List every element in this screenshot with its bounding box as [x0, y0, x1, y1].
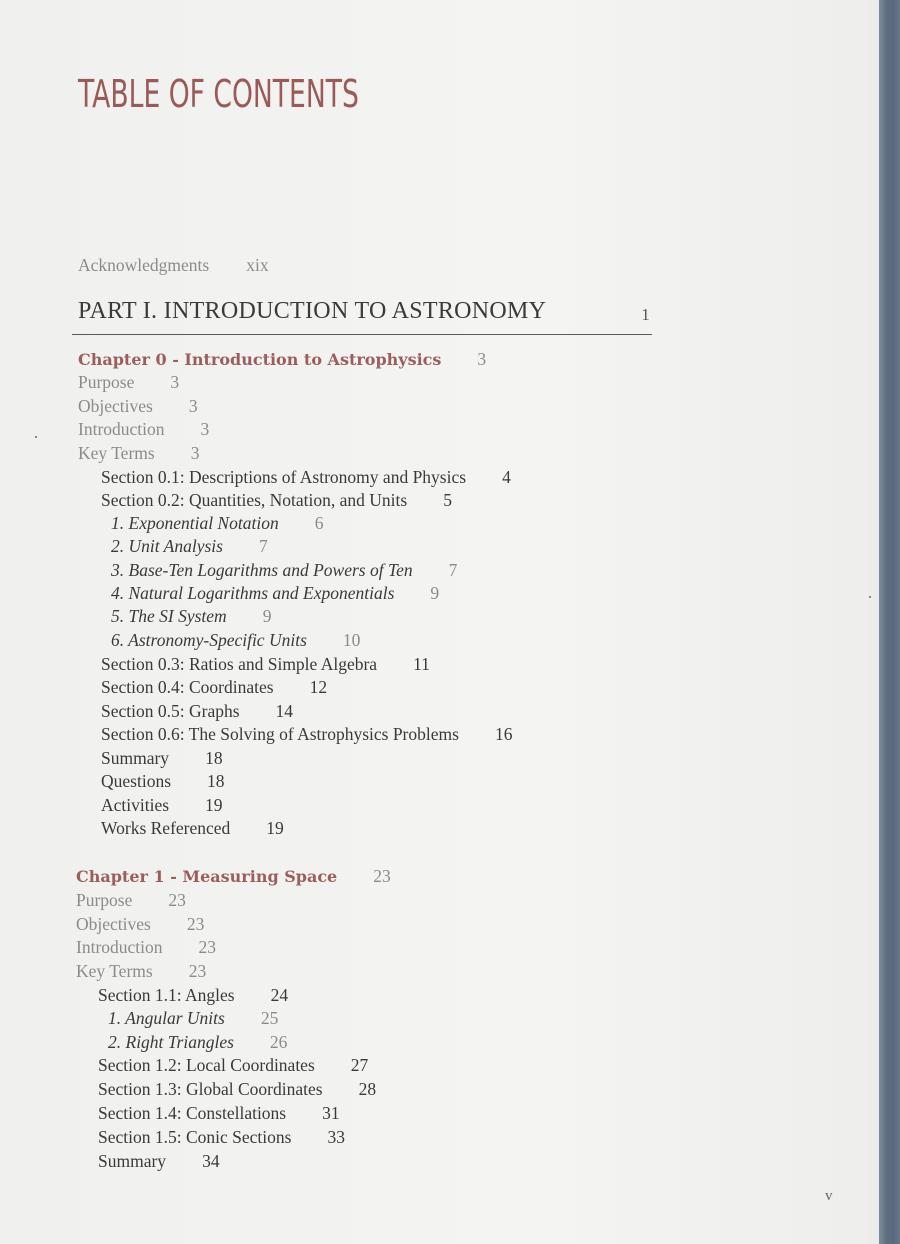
toc-section[interactable]: [101, 770, 225, 792]
toc-subsection[interactable]: [111, 535, 268, 557]
toc-entry[interactable]: [78, 371, 179, 393]
entry-page: 33: [327, 1127, 345, 1147]
entry-label: Summary: [98, 1151, 167, 1171]
entry-page: 14: [275, 701, 294, 721]
entry-page: 23: [188, 961, 207, 981]
toc-chapter-heading[interactable]: [76, 865, 391, 888]
entry-page: 19: [266, 818, 284, 838]
toc-subsection[interactable]: [108, 1007, 278, 1029]
entry-page: xix: [246, 255, 269, 275]
entry-label: Introduction: [78, 419, 165, 439]
entry-page: 23: [373, 866, 391, 886]
toc-entry[interactable]: [78, 395, 198, 417]
toc-subsection[interactable]: [111, 512, 323, 534]
part-heading[interactable]: [78, 296, 650, 330]
entry-page: 18: [207, 771, 225, 791]
entry-label: Section 0.4: Coordinates: [101, 677, 274, 697]
entry-label: 1. Angular Units: [108, 1008, 225, 1028]
entry-label: Section 0.5: Graphs: [101, 701, 240, 721]
toc-entry[interactable]: [76, 913, 204, 935]
entry-label: Objectives: [76, 914, 151, 934]
part-page: 1: [641, 305, 650, 324]
entry-label: Acknowledgments: [78, 255, 210, 275]
entry-page: 16: [494, 724, 513, 744]
entry-label: Activities: [101, 795, 170, 815]
part-divider: [72, 334, 652, 335]
entry-label: 3. Base-Ten Logarithms and Powers of Ten: [111, 560, 413, 580]
toc-subsection[interactable]: [111, 629, 360, 651]
entry-page: 34: [202, 1151, 220, 1171]
entry-label: Section 0.1: Descriptions of Astronomy and Physics: [101, 467, 467, 487]
toc-entry-acknowledgments[interactable]: [78, 254, 269, 276]
entry-page: 12: [309, 677, 328, 697]
entry-page: 27: [350, 1055, 369, 1075]
entry-page: 31: [322, 1103, 340, 1123]
entry-label: 4. Natural Logarithms and Exponentials: [111, 583, 395, 603]
scan-speck: [869, 596, 871, 598]
toc-section[interactable]: [101, 489, 452, 511]
chapter-label: Chapter 0 - Introduction to Astrophysics: [78, 350, 442, 369]
entry-label: Section 1.5: Conic Sections: [98, 1127, 292, 1147]
toc-section[interactable]: [101, 817, 284, 839]
toc-entry[interactable]: [78, 442, 199, 464]
entry-page: 4: [502, 467, 511, 487]
toc-entry[interactable]: [76, 960, 206, 982]
entry-page: 3: [200, 419, 210, 439]
entry-page: 3: [190, 443, 200, 463]
entry-page: 3: [477, 349, 487, 369]
entry-label: 2. Unit Analysis: [111, 536, 223, 556]
toc-section[interactable]: [101, 794, 223, 816]
entry-page: 3: [188, 396, 198, 416]
toc-section[interactable]: [101, 747, 223, 769]
entry-page: 11: [413, 654, 430, 674]
entry-label: Section 1.1: Angles: [98, 985, 235, 1005]
entry-page: 19: [205, 795, 223, 815]
entry-label: Purpose: [76, 890, 133, 910]
entry-label: 2. Right Triangles: [108, 1032, 234, 1052]
entry-page: 23: [186, 914, 205, 934]
entry-label: Key Terms: [78, 443, 155, 463]
entry-label: Section 1.4: Constellations: [98, 1103, 287, 1123]
entry-page: 24: [270, 985, 289, 1005]
entry-page: 6: [314, 513, 324, 533]
toc-section[interactable]: [101, 466, 511, 488]
toc-section[interactable]: [101, 723, 512, 745]
toc-subsection[interactable]: [111, 582, 439, 604]
entry-page: 26: [269, 1032, 288, 1052]
book-edge-strip: [879, 0, 900, 1244]
entry-label: Section 1.3: Global Coordinates: [98, 1079, 323, 1099]
entry-label: 6. Astronomy-Specific Units: [111, 630, 307, 650]
entry-page: 28: [358, 1079, 377, 1099]
entry-label: Works Referenced: [101, 818, 231, 838]
entry-page: 9: [262, 606, 272, 626]
entry-page: 23: [198, 937, 217, 957]
entry-label: Introduction: [76, 937, 163, 957]
entry-page: 7: [258, 536, 268, 556]
entry-label: Section 0.3: Ratios and Simple Algebra: [101, 654, 378, 674]
entry-page: 5: [443, 490, 452, 510]
toc-chapter-heading[interactable]: [78, 348, 486, 371]
toc-entry[interactable]: [78, 418, 209, 440]
entry-label: Section 0.6: The Solving of Astrophysics Problems: [101, 724, 459, 744]
entry-page: 23: [168, 890, 186, 910]
entry-label: Purpose: [78, 372, 135, 392]
toc-section[interactable]: [98, 984, 288, 1006]
toc-section[interactable]: [101, 653, 430, 675]
page-title: TABLE OF CONTENTS: [78, 72, 359, 116]
entry-label: 5. The SI System: [111, 606, 227, 626]
chapter-label: Chapter 1 - Measuring Space: [76, 867, 338, 886]
toc-subsection[interactable]: [111, 605, 271, 627]
entry-page: 10: [342, 630, 361, 650]
entry-page: 7: [448, 560, 458, 580]
entry-label: Section 0.2: Quantities, Notation, and Units: [101, 490, 408, 510]
toc-section[interactable]: [101, 676, 327, 698]
entry-label: Summary: [101, 748, 170, 768]
scan-speck: [35, 436, 37, 438]
entry-label: 1. Exponential Notation: [111, 513, 279, 533]
entry-label: Key Terms: [76, 961, 153, 981]
toc-subsection[interactable]: [111, 559, 457, 581]
toc-section[interactable]: [98, 1078, 376, 1100]
entry-label: Questions: [101, 771, 171, 791]
toc-section[interactable]: [98, 1102, 340, 1124]
part-label: PART I. INTRODUCTION TO ASTRONOMY: [78, 298, 547, 324]
page-number: v: [825, 1188, 833, 1204]
toc-section[interactable]: [101, 700, 293, 722]
entry-page: 3: [170, 372, 180, 392]
toc-section[interactable]: [98, 1150, 220, 1172]
toc-entry[interactable]: [76, 889, 186, 911]
toc-subsection[interactable]: [108, 1031, 287, 1053]
toc-section[interactable]: [98, 1126, 345, 1148]
toc-entry[interactable]: [76, 936, 216, 958]
toc-section[interactable]: [98, 1054, 368, 1076]
entry-page: 25: [260, 1008, 279, 1028]
entry-label: Objectives: [78, 396, 153, 416]
entry-page: 9: [430, 583, 440, 603]
entry-page: 18: [205, 748, 223, 768]
entry-label: Section 1.2: Local Coordinates: [98, 1055, 315, 1075]
